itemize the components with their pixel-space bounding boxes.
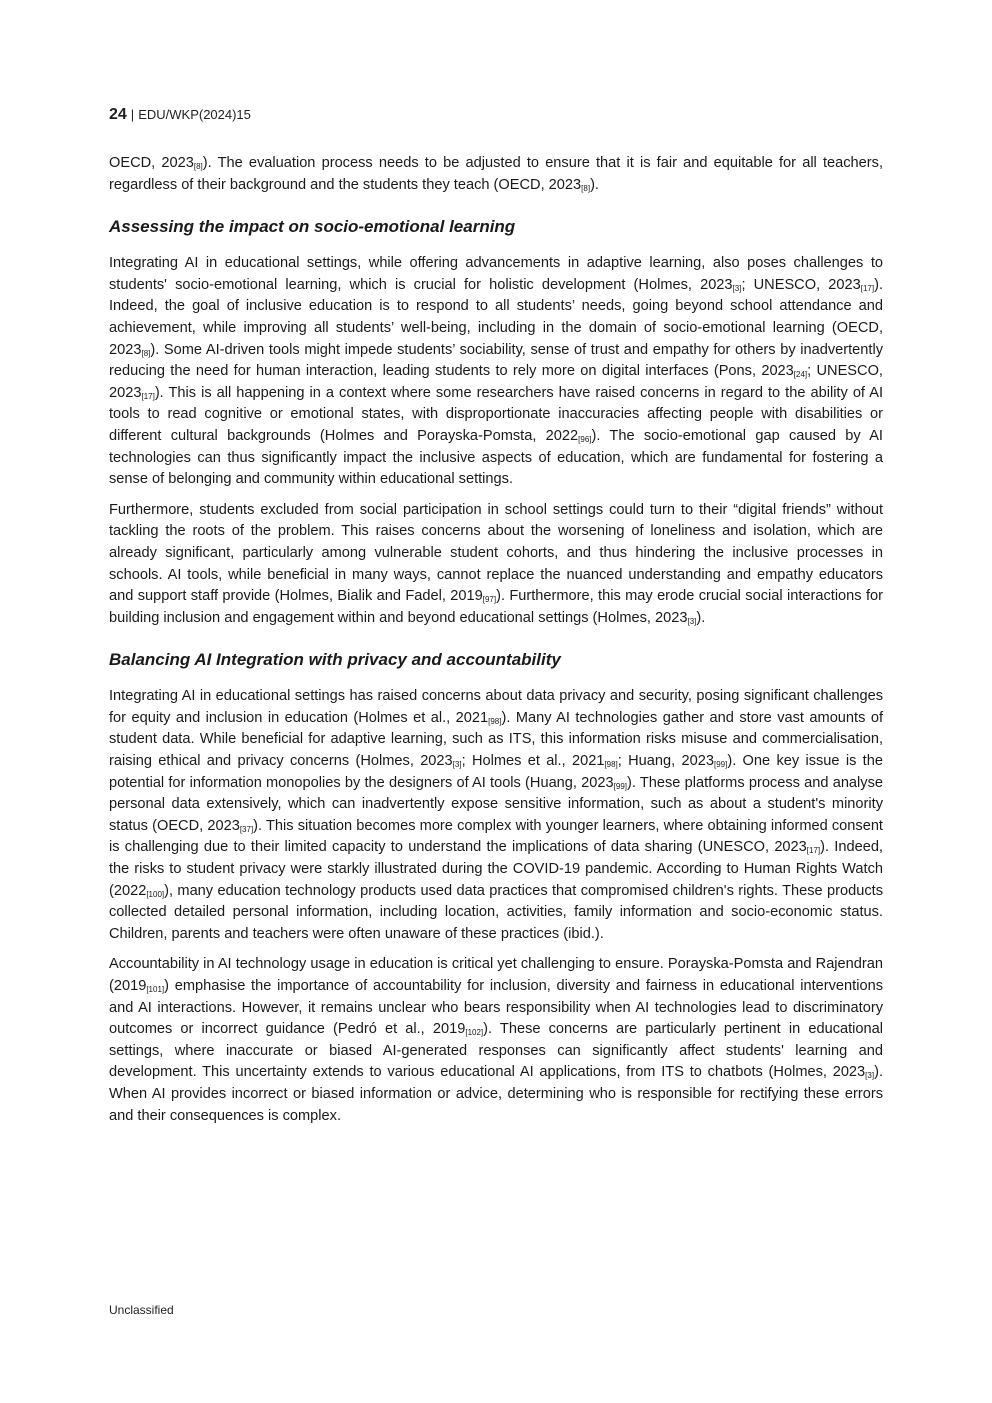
paragraph-text: ). When AI provides incorrect or biased information or advice, determining who is responsible for rectifying these errors and their consequences is complex.: [109, 1064, 883, 1124]
paragraph-text: OECD, 2023: [109, 155, 194, 171]
paragraph-text: Integrating AI in educational settings has raised concerns about data privacy and security, posing significant challenges for equity and inclusion in education (Holmes et al., 2021: [109, 688, 883, 726]
paragraph-text: Integrating AI in educational settings, while offering advancements in adaptive learning, also poses challenges to students' socio-emotional learning, which is crucial for holistic development (Holmes, 2023: [109, 255, 883, 293]
paragraph-text: ). These concerns are particularly pertinent in educational settings, where inaccurate or biased AI-generated responses can significantly affect students' learning and development. This uncertainty extends to various educational AI applications, from ITS to chatbots (Holmes, 2023: [109, 1021, 884, 1081]
citation-reference: [3]: [687, 616, 697, 626]
citation-reference: [17]: [141, 391, 155, 401]
page-number: 24: [109, 106, 127, 123]
paragraph-text: ). This is all happening in a context where some researchers have raised concerns in regard to the ability of AI tools to read cognitive or emotional states, with disproportionate inaccuracies affecting people with disabilities or different cultural backgrounds (Holmes and Porayska-Pomsta, 2022: [109, 384, 883, 444]
paragraph-text: ; Holmes et al., 2021: [461, 753, 605, 770]
citation-reference: [99]: [713, 760, 728, 770]
body-paragraph: [109, 153, 883, 196]
paragraph-text: ). This situation becomes more complex with younger learners, where obtaining informed consent is challenging due to their limited capacity to understand the implications of data sharing (UNESCO, 2023: [109, 817, 883, 856]
paragraph-text: ). The evaluation process needs to be adjusted to ensure that it is fair and equitable for all teachers, regardless of their background and the students they teach (OECD, 2023: [109, 155, 883, 193]
citation-reference: [102]: [465, 1028, 484, 1038]
paragraph-text: ; UNESCO, 2023: [741, 276, 861, 293]
citation-reference: [8]: [141, 348, 151, 358]
citation-reference: [3]: [732, 283, 742, 293]
paragraph-text: ).: [590, 176, 599, 193]
section-heading: Assessing the impact on socio-emotional learning: [109, 217, 516, 237]
citation-reference: [3]: [452, 760, 462, 770]
citation-reference: [24]: [793, 370, 808, 380]
citation-reference: [97]: [482, 595, 497, 605]
document-code: EDU/WKP(2024)15: [138, 107, 251, 122]
citation-reference: [98]: [488, 716, 502, 726]
paragraph-text: ). Some AI-driven tools might impede students’ sociability, sense of trust and empathy for others by inadvertently reducing the need for human interaction, leading students to rely more on digital interfaces (Pons, 2023: [109, 341, 883, 380]
body-paragraph: [109, 686, 883, 945]
citation-reference: [17]: [806, 846, 821, 856]
paragraph-text: ), many education technology products used data practices that compromised children's rights. These products collected detailed personal information, including location, activities, family information and socio-economic status. Children, parents and teachers were often unaware of these practices (ibid.).: [109, 882, 883, 942]
document-body: [109, 153, 883, 1136]
paragraph-text: ). Furthermore, this may erode crucial social interactions for building inclusion and engagement within and beyond educational settings (Holmes, 2023: [109, 588, 883, 626]
citation-reference: [8]: [581, 183, 591, 193]
citation-reference: [17]: [860, 283, 875, 293]
classification-footer: Unclassified: [109, 1303, 174, 1317]
body-paragraph: [109, 253, 883, 491]
paragraph-text: ).: [696, 609, 706, 626]
body-paragraph: [109, 954, 883, 1127]
paragraph-text: ). Indeed, the risks to student privacy were starkly illustrated during the COVID-19 pandemic. According to Human Rights Watch (2022: [109, 839, 883, 899]
citation-reference: [100]: [146, 889, 165, 899]
paragraph-text: Accountability in AI technology usage in education is critical yet challenging to ensure. Porayska-Pomsta and Rajendran (2019: [109, 956, 883, 994]
citation-reference: [99]: [613, 781, 627, 791]
section-heading: Balancing AI Integration with privacy and accountability: [109, 650, 561, 670]
citation-reference: [98]: [604, 760, 618, 770]
body-paragraph: [109, 500, 883, 630]
paragraph-text: ; Huang, 2023: [617, 753, 714, 770]
paragraph-text: ). Indeed, the goal of inclusive education is to respond to all students’ needs, going beyond school attendance and achievement, while improving all students’ well-being, including in the domain of socio-emotional learning (OECD, 2023: [109, 276, 883, 358]
paragraph-text: Furthermore, students excluded from social participation in school settings could turn to their “digital friends” without tackling the roots of the problem. This raises concerns about the worsening of loneliness and isolation, which are already significant, particularly among vulnerable student cohorts, and thus hindering the inclusive processes in schools. AI tools, while beneficial in many ways, cannot replace the nuanced understanding and empathy educators and support staff provide (Holmes, Bialik and Fadel, 2019: [109, 501, 883, 605]
citation-reference: [3]: [865, 1071, 875, 1081]
header-separator: |: [130, 107, 135, 122]
paragraph-text: ). These platforms process and analyse personal data extensively, which can inadvertently expose sensitive information, such as about a student's minority status (OECD, 2023: [109, 774, 884, 834]
citation-reference: [101]: [146, 985, 165, 994]
paragraph-text: ). Many AI technologies gather and store vast amounts of student data. While beneficial for adaptive learning, such as ITS, this information risks misuse and commercialisation, raising ethical and privacy concerns (Holmes, 2023: [109, 709, 884, 770]
citation-reference: [8]: [193, 162, 203, 171]
paragraph-text: ). One key issue is the potential for information monopolies by the designers of AI tools (Huang, 2023: [109, 753, 883, 791]
paragraph-text: ). The socio-emotional gap caused by AI technologies can thus significantly impact the inclusive aspects of education, which are fundamental for fostering a sense of belonging and community within educational settings.: [109, 427, 883, 488]
citation-reference: [96]: [578, 434, 592, 444]
paragraph-text: ; UNESCO, 2023: [109, 363, 883, 401]
citation-reference: [37]: [239, 824, 254, 834]
running-header: [109, 106, 251, 124]
paragraph-text: ) emphasise the importance of accountability for inclusion, diversity and fairness in educational interventions and AI interactions. However, it remains unclear who bears responsibility when AI technologies lead to discriminatory outcomes or incorrect guidance (Pedró et al., 2019: [109, 978, 883, 1038]
